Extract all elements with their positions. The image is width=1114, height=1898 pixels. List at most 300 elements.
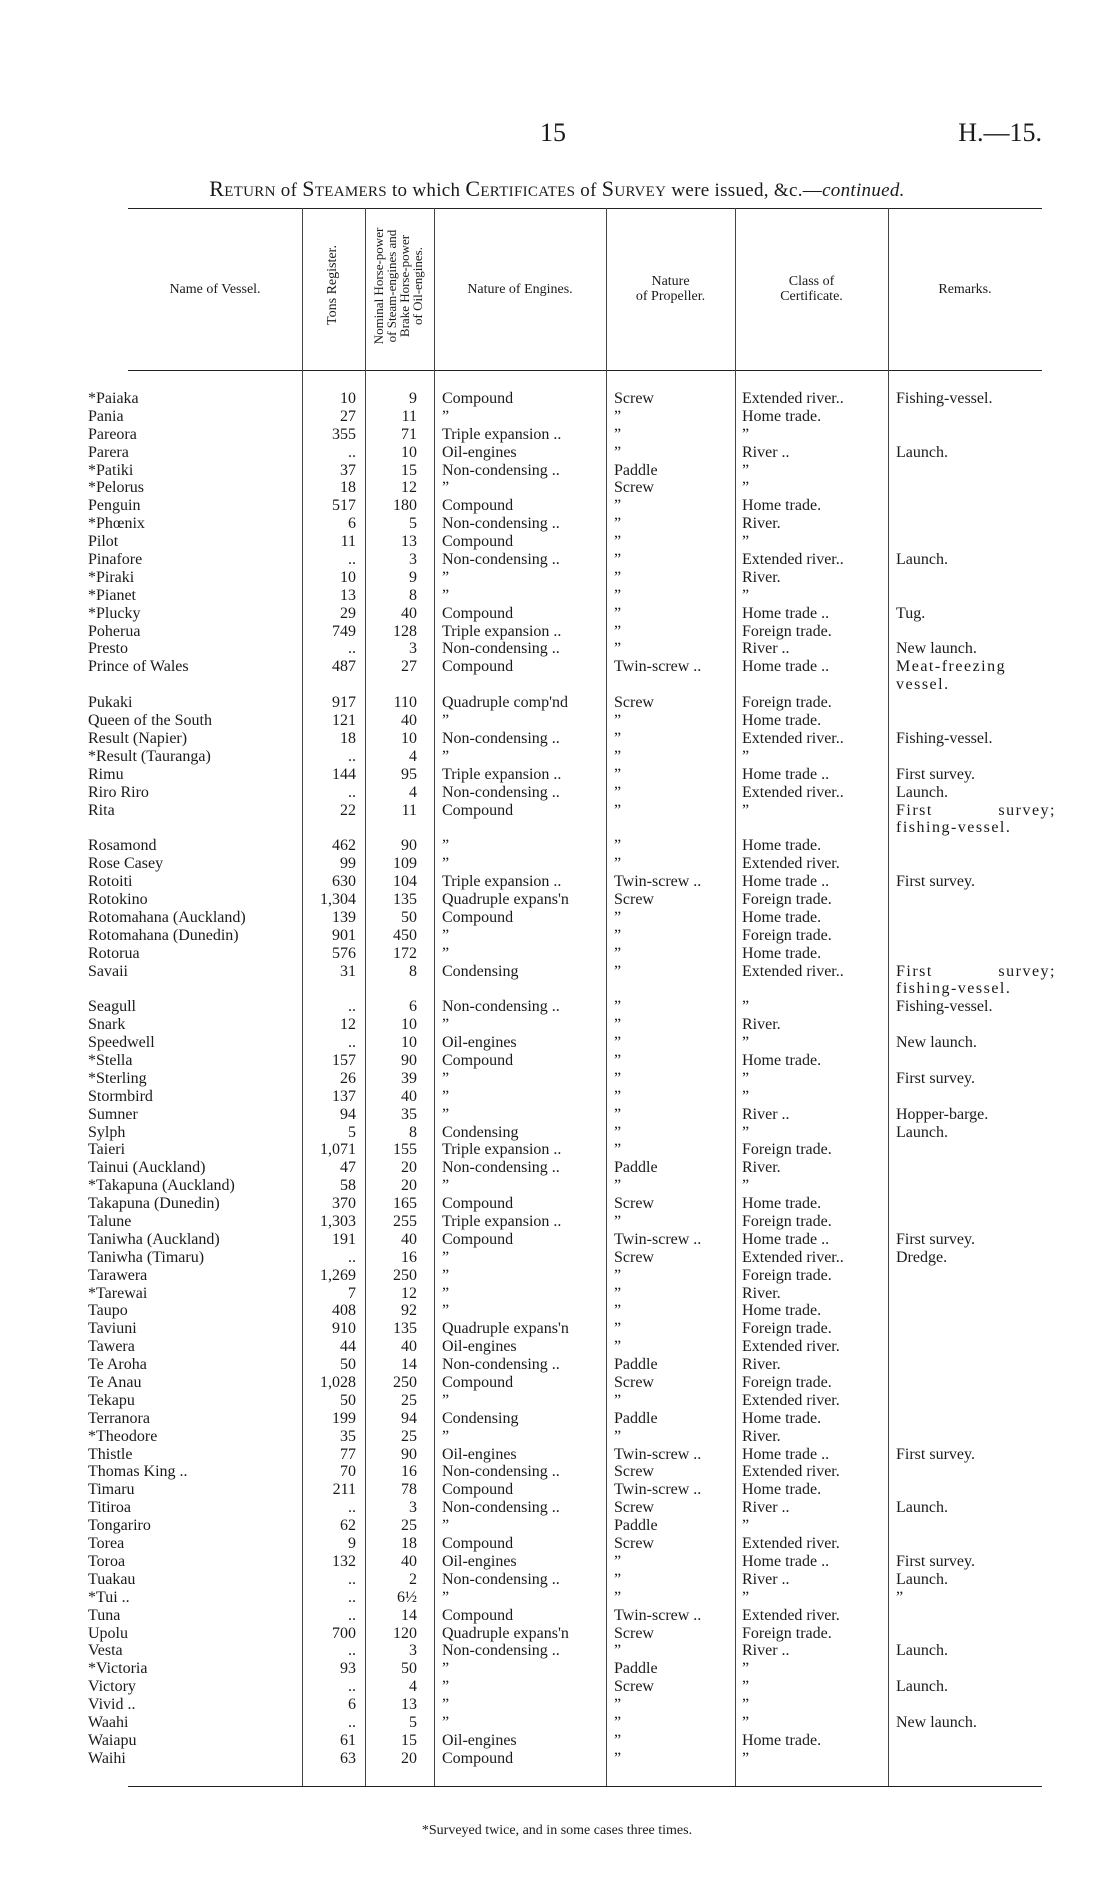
propeller-cell: ” (614, 908, 622, 926)
propeller-cell: ” (614, 1213, 622, 1231)
certificate-cell: ” (742, 1696, 750, 1714)
remarks-cell: First survey. (896, 1069, 975, 1087)
table-row (0, 569, 1114, 587)
horse-power-cell: 15 (401, 1731, 417, 1749)
table-row (0, 1517, 1114, 1535)
engines-cell: Non-condensing .. (442, 998, 560, 1016)
propeller-cell: ” (614, 855, 622, 873)
title-text: of (275, 180, 303, 201)
horse-power-cell: 50 (401, 908, 417, 926)
propeller-cell: ” (614, 998, 622, 1016)
vessel-name-cell: Taniwha (Timaru) (88, 1248, 205, 1266)
tons-cell: 58 (340, 1177, 356, 1195)
vessel-name-cell: Tekapu (88, 1391, 135, 1409)
remarks-cell: First survey. (896, 765, 975, 783)
remarks-cell: Fishing-vessel. (896, 390, 993, 407)
table-row (0, 1660, 1114, 1678)
propeller-cell: ” (614, 1696, 622, 1714)
vessel-name-cell: *Victoria (88, 1660, 148, 1678)
certificate-cell: Home trade .. (742, 658, 830, 676)
horse-power-cell: 25 (401, 1517, 417, 1535)
horse-power-cell: 110 (393, 694, 417, 712)
vessel-name-cell: Sumner (88, 1105, 138, 1123)
table-row (0, 1213, 1114, 1231)
vessel-name-cell: *Piraki (88, 568, 135, 586)
horse-power-cell: 90 (401, 1052, 417, 1069)
table-row (0, 605, 1114, 623)
tons-cell: 191 (332, 1230, 356, 1248)
engines-cell: Oil-engines (442, 1731, 517, 1749)
footnote: *Surveyed twice, and in some cases three times. (421, 1823, 693, 1838)
table-row (0, 640, 1114, 658)
tons-cell: 462 (332, 837, 356, 855)
propeller-cell: Screw (614, 1678, 654, 1696)
vessel-name-cell: Vivid .. (88, 1696, 136, 1714)
remarks-cell: First survey. (896, 873, 975, 891)
tons-cell: 93 (340, 1660, 356, 1678)
certificate-cell: River. (742, 568, 781, 586)
engines-cell: ” (442, 1713, 450, 1731)
tons-cell: 47 (340, 1159, 356, 1177)
header-propeller-line: of Propeller. (635, 289, 706, 304)
propeller-cell: ” (614, 729, 622, 747)
tons-cell: 5 (348, 1123, 356, 1141)
horse-power-cell: 250 (393, 1266, 417, 1284)
certificate-cell: Extended river.. (742, 390, 844, 407)
vessel-name-cell: *Theodore (88, 1427, 158, 1445)
table-row (0, 587, 1114, 605)
engines-cell: ” (442, 1284, 450, 1302)
table-row (0, 1589, 1114, 1607)
vessel-name-cell: *Takapuna (Auckland) (88, 1177, 235, 1195)
remarks-cell: Launch. (896, 1499, 948, 1517)
horse-power-cell: 4 (409, 783, 417, 801)
certificate-cell: Foreign trade. (742, 890, 832, 908)
table-row (0, 1070, 1114, 1088)
vessel-name-cell: Victory (88, 1678, 136, 1696)
header-certificate-line: Certificate. (780, 289, 843, 304)
tons-cell: 99 (340, 855, 356, 873)
engines-cell: ” (442, 1248, 450, 1266)
vessel-name-cell: Pania (88, 407, 124, 425)
engines-cell: Compound (442, 658, 514, 676)
table-row (0, 802, 1114, 838)
certificate-cell: Home trade. (742, 407, 822, 425)
engines-cell: ” (442, 944, 450, 962)
propeller-cell: ” (614, 1570, 622, 1588)
propeller-cell: Twin-screw .. (614, 1481, 702, 1499)
engines-cell: Oil-engines (442, 1445, 517, 1463)
propeller-cell: ” (614, 1123, 622, 1141)
certificate-cell: Home trade. (742, 497, 822, 515)
table-row (0, 694, 1114, 712)
certificate-cell: ” (742, 1678, 750, 1696)
engines-cell: Triple expansion .. (442, 1213, 562, 1231)
propeller-cell: ” (614, 1391, 622, 1409)
tons-cell: 18 (340, 729, 356, 747)
tons-cell: 408 (332, 1302, 356, 1320)
remarks-cell: Fishing-vessel. (896, 729, 993, 747)
table-row (0, 1034, 1114, 1052)
horse-power-cell: 12 (401, 1284, 417, 1302)
tons-cell: 6 (348, 515, 356, 533)
propeller-cell: ” (614, 1552, 622, 1570)
table-row (0, 855, 1114, 873)
propeller-cell: ” (614, 551, 622, 569)
table-row (0, 1678, 1114, 1696)
propeller-cell: Paddle (614, 1409, 658, 1427)
table-row (0, 1267, 1114, 1285)
propeller-cell: Twin-screw .. (614, 1445, 702, 1463)
horse-power-cell: 9 (409, 390, 417, 407)
engines-cell: Non-condensing .. (442, 515, 560, 533)
engines-cell: Compound (442, 1481, 514, 1499)
title-text: to which (386, 180, 466, 201)
certificate-cell: Home trade .. (742, 1552, 830, 1570)
title-word: Certificates (465, 176, 576, 201)
vessel-name-cell: Tawera (88, 1338, 135, 1356)
table-row (0, 837, 1114, 855)
table-row (0, 945, 1114, 963)
certificate-cell: Home trade. (742, 1731, 822, 1749)
engines-cell: Quadruple expans'n (442, 1624, 569, 1642)
table-row (0, 891, 1114, 909)
horse-power-cell: 40 (401, 1338, 417, 1356)
header-engines: Nature of Engines. (467, 282, 573, 297)
table-row (0, 927, 1114, 945)
engines-cell: ” (442, 1177, 450, 1195)
table-row (0, 1320, 1114, 1338)
certificate-cell: Foreign trade. (742, 1141, 832, 1159)
tons-cell: 61 (340, 1731, 356, 1749)
table-row (0, 998, 1114, 1016)
vessel-name-cell: Rotoiti (88, 873, 133, 891)
engines-cell: ” (442, 1069, 450, 1087)
vessel-name-cell: Waahi (88, 1713, 129, 1731)
horse-power-cell: 25 (401, 1427, 417, 1445)
tons-cell: 77 (340, 1445, 356, 1463)
propeller-cell: Screw (614, 1535, 654, 1553)
certificate-cell: Home trade .. (742, 604, 830, 622)
vessel-name-cell: Rita (88, 801, 115, 819)
table-row (0, 1302, 1114, 1320)
vessel-name-cell: *Phœnix (88, 515, 145, 533)
engines-cell: ” (442, 712, 450, 730)
propeller-cell: Twin-screw .. (614, 658, 702, 676)
certificate-cell: River .. (742, 1570, 790, 1588)
horse-power-cell: 10 (401, 1034, 417, 1052)
horse-power-cell: 6 (409, 998, 417, 1016)
header-propeller-line: Nature (651, 274, 690, 289)
vessel-name-cell: Seagull (88, 998, 136, 1016)
tons-cell: 139 (332, 908, 356, 926)
propeller-cell: ” (614, 837, 622, 855)
vessel-name-cell: Stormbird (88, 1087, 153, 1105)
tons-cell: .. (348, 998, 356, 1016)
certificate-cell: ” (742, 1749, 750, 1767)
table-row (0, 1463, 1114, 1481)
tons-cell: 1,071 (320, 1141, 356, 1159)
engines-cell: ” (442, 1105, 450, 1123)
propeller-cell: ” (614, 1588, 622, 1606)
engines-cell: Oil-engines (442, 443, 517, 461)
horse-power-cell: 16 (401, 1463, 417, 1481)
horse-power-cell: 135 (393, 1320, 417, 1338)
propeller-cell: ” (614, 926, 622, 944)
table-row (0, 1481, 1114, 1499)
table-row (0, 1732, 1114, 1750)
vessel-name-cell: Timaru (88, 1481, 135, 1499)
engines-cell: Non-condensing .. (442, 1642, 560, 1660)
propeller-cell: Screw (614, 694, 654, 712)
engines-cell: Non-condensing .. (442, 640, 560, 658)
horse-power-cell: 18 (401, 1535, 417, 1553)
horse-power-cell: 128 (393, 622, 417, 640)
tons-cell: 31 (340, 962, 356, 980)
remarks-cell: First survey. (896, 1445, 975, 1463)
horse-power-cell: 27 (401, 658, 417, 676)
table-row (0, 1499, 1114, 1517)
remarks-cell: ” (896, 1588, 904, 1606)
horse-power-cell: 5 (409, 1713, 417, 1731)
propeller-cell: ” (614, 1034, 622, 1052)
engines-cell: Non-condensing .. (442, 1159, 560, 1177)
tons-cell: 18 (340, 479, 356, 497)
certificate-cell: Extended river. (742, 1606, 840, 1624)
tons-cell: .. (348, 640, 356, 658)
tons-cell: 35 (340, 1427, 356, 1445)
propeller-cell: ” (614, 801, 622, 819)
propeller-cell: ” (614, 640, 622, 658)
certificate-cell: Extended river. (742, 1535, 840, 1553)
tons-cell: 749 (332, 622, 356, 640)
vessel-name-cell: Sylph (88, 1123, 126, 1141)
certificate-cell: ” (742, 1588, 750, 1606)
tons-cell: .. (348, 1642, 356, 1660)
certificate-cell: Home trade .. (742, 1230, 830, 1248)
remarks-cell: Dredge. (896, 1248, 948, 1266)
vessel-name-cell: *Paiaka (88, 390, 139, 407)
horse-power-cell: 40 (401, 712, 417, 730)
vessel-name-cell: Talune (88, 1213, 132, 1231)
propeller-cell: ” (614, 1087, 622, 1105)
tons-cell: 22 (340, 801, 356, 819)
certificate-cell: River. (742, 1284, 781, 1302)
remarks-cell: First survey. (896, 1230, 975, 1248)
table-row (0, 1016, 1114, 1034)
table-bottom-rule (128, 1786, 1042, 1787)
certificate-cell: ” (742, 1660, 750, 1678)
tons-cell: 917 (332, 694, 356, 712)
tons-cell: .. (348, 443, 356, 461)
remarks-cell: Launch. (896, 1678, 948, 1696)
tons-cell: 26 (340, 1069, 356, 1087)
vessel-name-cell: Pareora (88, 425, 137, 443)
tons-cell: 144 (332, 765, 356, 783)
tons-cell: .. (348, 1678, 356, 1696)
horse-power-cell: 11 (401, 407, 417, 425)
remarks-cell: Fishing-vessel. (896, 998, 993, 1016)
propeller-cell: Paddle (614, 461, 658, 479)
horse-power-cell: 20 (401, 1159, 417, 1177)
tons-cell: 487 (332, 658, 356, 676)
horse-power-cell: 8 (409, 586, 417, 604)
engines-cell: Compound (442, 1052, 514, 1069)
propeller-cell: Screw (614, 1624, 654, 1642)
table-row (0, 1356, 1114, 1374)
propeller-cell: ” (614, 443, 622, 461)
engines-cell: Compound (442, 1195, 514, 1213)
vessel-name-cell: *Stella (88, 1052, 133, 1069)
certificate-cell: River .. (742, 1105, 790, 1123)
table-row (0, 1052, 1114, 1070)
horse-power-cell: 180 (393, 497, 417, 515)
engines-cell: Non-condensing .. (442, 729, 560, 747)
remarks-cell: Tug. (896, 604, 926, 622)
propeller-cell: Paddle (614, 1660, 658, 1678)
propeller-cell: ” (614, 1302, 622, 1320)
certificate-cell: Home trade .. (742, 765, 830, 783)
engines-cell: ” (442, 407, 450, 425)
vessel-name-cell: Rimu (88, 765, 124, 783)
certificate-cell: ” (742, 1517, 750, 1535)
propeller-cell: ” (614, 1284, 622, 1302)
tons-cell: 910 (332, 1320, 356, 1338)
horse-power-cell: 71 (401, 425, 417, 443)
propeller-cell: ” (614, 712, 622, 730)
certificate-cell: Foreign trade. (742, 694, 832, 712)
engines-cell: ” (442, 1391, 450, 1409)
tons-cell: 1,303 (320, 1213, 356, 1231)
horse-power-cell: 10 (401, 443, 417, 461)
tons-cell: 370 (332, 1195, 356, 1213)
tons-cell: 9 (348, 1535, 356, 1553)
tons-cell: 12 (340, 1016, 356, 1034)
engines-cell: ” (442, 747, 450, 765)
header-hp-line: of Steam-engines and (384, 229, 399, 343)
tons-cell: 50 (340, 1391, 356, 1409)
table-row (0, 748, 1114, 766)
table-row (0, 1177, 1114, 1195)
vessel-name-cell: Titiroa (88, 1499, 131, 1517)
tons-cell: 13 (340, 586, 356, 604)
table-row (0, 1428, 1114, 1446)
table-row (0, 1446, 1114, 1464)
certificate-cell: Extended river. (742, 1338, 840, 1356)
table-row (0, 390, 1114, 408)
propeller-cell: Paddle (614, 1517, 658, 1535)
table-row (0, 1714, 1114, 1732)
propeller-cell: ” (614, 783, 622, 801)
vessel-name-cell: *Tui .. (88, 1588, 130, 1606)
table-row (0, 1392, 1114, 1410)
propeller-cell: Screw (614, 1374, 654, 1392)
vessel-name-cell: Takapuna (Dunedin) (88, 1195, 220, 1213)
horse-power-cell: 14 (401, 1606, 417, 1624)
horse-power-cell: 40 (401, 1230, 417, 1248)
tons-cell: 576 (332, 944, 356, 962)
table-row (0, 462, 1114, 480)
tons-cell: 94 (340, 1105, 356, 1123)
vessel-name-cell: Te Aroha (88, 1356, 147, 1374)
horse-power-cell: 5 (409, 515, 417, 533)
engines-cell: ” (442, 1588, 450, 1606)
table-row (0, 408, 1114, 426)
engines-cell: ” (442, 1427, 450, 1445)
engines-cell: ” (442, 1016, 450, 1034)
remarks-cell: First survey; fishing-vessel. (896, 801, 1056, 837)
tons-cell: 10 (340, 568, 356, 586)
horse-power-cell: 13 (401, 533, 417, 551)
engines-cell: Compound (442, 1374, 514, 1392)
table-row (0, 1124, 1114, 1142)
engines-cell: Non-condensing .. (442, 1570, 560, 1588)
tons-cell: 62 (340, 1517, 356, 1535)
table-row (0, 730, 1114, 748)
horse-power-cell: 16 (401, 1248, 417, 1266)
engines-cell: Compound (442, 1749, 514, 1767)
horse-power-cell: 3 (409, 1642, 417, 1660)
engines-cell: ” (442, 1302, 450, 1320)
certificate-cell: Foreign trade. (742, 1266, 832, 1284)
horse-power-cell: 95 (401, 765, 417, 783)
horse-power-cell: 255 (393, 1213, 417, 1231)
tons-cell: 37 (340, 461, 356, 479)
tons-cell: .. (348, 1570, 356, 1588)
tons-cell: .. (348, 1499, 356, 1517)
vessel-name-cell: Taviuni (88, 1320, 137, 1338)
vessel-name-cell: Snark (88, 1016, 126, 1034)
propeller-cell: Screw (614, 1463, 654, 1481)
horse-power-cell: 172 (393, 944, 417, 962)
horse-power-cell: 120 (393, 1624, 417, 1642)
propeller-cell: Twin-screw .. (614, 1230, 702, 1248)
remarks-cell: Launch. (896, 1123, 948, 1141)
vessel-name-cell: Speedwell (88, 1034, 155, 1052)
horse-power-cell: 20 (401, 1749, 417, 1767)
horse-power-cell: 4 (409, 747, 417, 765)
propeller-cell: ” (614, 1016, 622, 1034)
engines-cell: Non-condensing .. (442, 1499, 560, 1517)
horse-power-cell: 11 (401, 801, 417, 819)
vessel-name-cell: Queen of the South (88, 712, 212, 730)
propeller-cell: ” (614, 1052, 622, 1069)
table-row (0, 1285, 1114, 1303)
certificate-cell: Foreign trade. (742, 926, 832, 944)
certificate-cell: River. (742, 1159, 781, 1177)
vessel-name-cell: *Patiki (88, 461, 134, 479)
table-row (0, 1642, 1114, 1660)
table-row (0, 426, 1114, 444)
certificate-cell: ” (742, 586, 750, 604)
vessel-name-cell: Thomas King .. (88, 1463, 188, 1481)
certificate-cell: Home trade. (742, 1052, 822, 1069)
header-name: Name of Vessel. (169, 282, 261, 297)
engines-cell: Triple expansion .. (442, 873, 562, 891)
remarks-cell: New launch. (896, 1034, 977, 1052)
header-remarks: Remarks. (938, 282, 992, 297)
horse-power-cell: 40 (401, 1087, 417, 1105)
vessel-name-cell: Tainui (Auckland) (88, 1159, 206, 1177)
certificate-cell: River. (742, 1427, 781, 1445)
propeller-cell: ” (614, 962, 622, 980)
vessel-name-cell: Vesta (88, 1642, 123, 1660)
table-row (0, 1750, 1114, 1768)
table-row (0, 1374, 1114, 1392)
tons-cell: 63 (340, 1749, 356, 1767)
horse-power-cell: 94 (401, 1409, 417, 1427)
propeller-cell: ” (614, 604, 622, 622)
